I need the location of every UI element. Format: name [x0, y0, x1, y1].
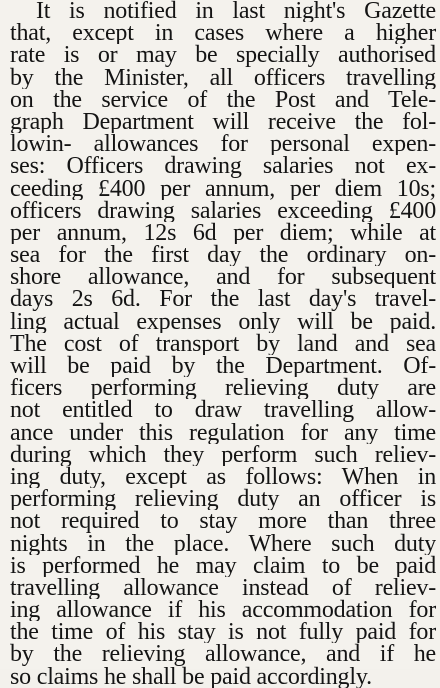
- article-line: days 2s 6d. For the last day's travel-: [10, 288, 436, 311]
- article-line: sea for the first day the ordinary on-: [10, 244, 436, 267]
- article-line: that, except in cases where a higher: [10, 22, 436, 45]
- article-line: ling actual expenses only will be paid.: [10, 310, 436, 333]
- article-line: during which they perform such reliev-: [10, 443, 436, 466]
- article-line: shore allowance, and for subsequent: [10, 266, 436, 289]
- article-line: rate is or may be specially authorised: [10, 44, 436, 67]
- article-line: officers drawing salaries exceeding £400: [10, 199, 436, 222]
- article-line: lowin- allowances for personal expen-: [10, 133, 436, 156]
- article-line: ing allowance if his accommodation for: [10, 599, 436, 622]
- article-line: the time of his stay is not fully paid for: [10, 621, 436, 644]
- article-line: is performed he may claim to be paid: [10, 554, 436, 577]
- article-line: ficers performing relieving duty are: [10, 377, 436, 400]
- article-line: It is notified in last night's Gazette: [36, 0, 436, 23]
- article-line: ing duty, except as follows: When in: [10, 465, 436, 489]
- article-line: ceeding £400 per annum, per diem 10s;: [10, 177, 436, 200]
- article-line: ses: Officers drawing salaries not ex-: [10, 155, 436, 178]
- article-line: nights in the place. Where such duty: [10, 532, 436, 555]
- article-body: [10, 0, 436, 688]
- article-line: graph Department will receive the fol-: [10, 110, 436, 134]
- article-line: not required to stay more than three: [10, 510, 436, 533]
- article-line: ance under this regulation for any time: [10, 421, 436, 444]
- article-line: will be paid by the Department. Of-: [10, 355, 436, 378]
- article-line: so claims he shall be paid accordingly.: [10, 665, 372, 688]
- article-line: travelling allowance instead of reliev-: [10, 576, 436, 600]
- article-line: per annum, 12s 6d per diem; while at: [10, 221, 436, 245]
- article-line: not entitled to draw travelling allow-: [10, 399, 436, 422]
- article-line: performing relieving duty an officer is: [10, 488, 436, 511]
- article-line: The cost of transport by land and sea: [10, 332, 436, 355]
- article-line: on the service of the Post and Tele-: [10, 88, 436, 111]
- article-line: by the Minister, all officers travelling: [10, 66, 436, 89]
- article-line: by the relieving allowance, and if he: [10, 643, 436, 666]
